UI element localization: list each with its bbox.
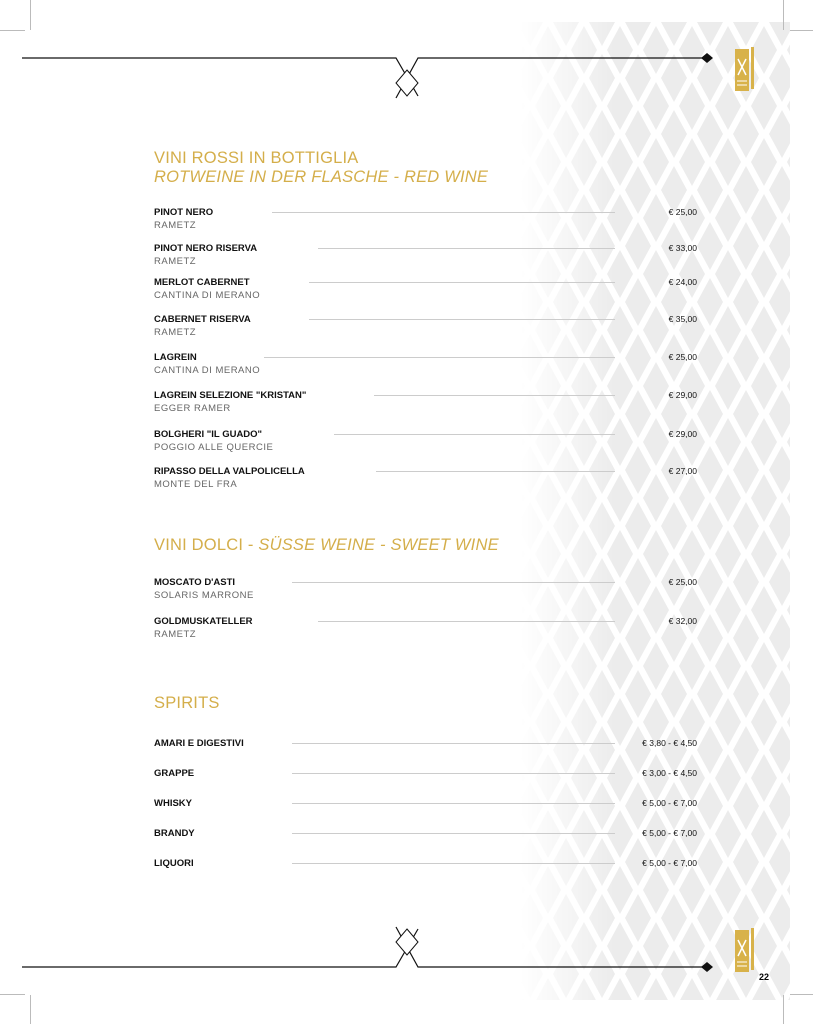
item-price: € 5,00 - € 7,00 [642,828,697,838]
leader-line [292,833,615,834]
item-name: LAGREIN SELEZIONE "KRISTAN" [154,390,307,401]
menu-item [154,352,697,380]
leader-line [376,471,615,472]
item-producer: RAMETZ [154,327,197,338]
item-producer: RAMETZ [154,220,197,231]
item-producer: CANTINA DI MERANO [154,290,261,301]
item-price: € 33,00 [668,243,697,253]
section-heading-red-wine [154,149,488,187]
item-producer: RAMETZ [154,256,197,267]
leader-line [292,582,615,583]
crop-mark [30,995,31,1024]
item-price: € 3,80 - € 4,50 [642,738,697,748]
menu-item [154,390,697,418]
item-price: € 25,00 [668,352,697,362]
leader-line [318,248,615,249]
leader-line [374,395,615,396]
item-name: LAGREIN [154,352,197,363]
item-producer: SOLARIS MARRONE [154,590,254,601]
item-producer: MONTE DEL FRA [154,479,238,490]
section-heading-sweet-wine [154,536,499,555]
item-producer: CANTINA DI MERANO [154,365,261,376]
crop-mark [790,30,813,31]
leader-line [334,434,615,435]
item-price: € 24,00 [668,277,697,287]
item-producer: EGGER RAMER [154,403,231,414]
item-price: € 35,00 [668,314,697,324]
item-name: BRANDY [154,828,195,839]
item-price: € 27,00 [668,466,697,476]
item-name: MOSCATO D'ASTI [154,577,236,588]
menu-item [154,277,697,305]
item-price: € 25,00 [668,577,697,587]
crop-mark [30,0,31,30]
page-number: 22 [759,972,770,982]
menu-item [154,616,697,644]
item-producer: RAMETZ [154,629,197,640]
section-heading-spirits [154,694,220,713]
leader-line [264,357,615,358]
leader-line [309,319,615,320]
heading-title: VINI ROSSI IN BOTTIGLIA [154,149,359,167]
item-name: CABERNET RISERVA [154,314,251,325]
item-price: € 29,00 [668,429,697,439]
bottom-ornament-divider [0,925,813,985]
menu-item [154,429,697,457]
leader-line [292,773,615,774]
menu-item [154,243,697,271]
item-name: GOLDMUSKATELLER [154,616,253,627]
menu-item [154,466,697,494]
leader-line [318,621,615,622]
item-name: AMARI E DIGESTIVI [154,738,244,749]
menu-item [154,798,697,826]
menu-item [154,207,697,235]
leader-line [272,212,615,213]
crop-mark [0,30,25,31]
leader-line [292,803,615,804]
heading-title: SPIRITS [154,694,220,712]
item-name: PINOT NERO [154,207,214,218]
menu-item [154,768,697,796]
item-price: € 3,00 - € 4,50 [642,768,697,778]
heading-subtitle: ROTWEINE IN DER FLASCHE - RED WINE [154,168,489,186]
item-name: MERLOT CABERNET [154,277,250,288]
item-price: € 25,00 [668,207,697,217]
item-price: € 5,00 - € 7,00 [642,798,697,808]
crop-mark [790,994,813,995]
logo-emblem-icon [733,926,757,974]
item-price: € 32,00 [668,616,697,626]
leader-line [292,743,615,744]
menu-item [154,314,697,342]
item-name: LIQUORI [154,858,194,869]
leader-line [309,282,615,283]
leader-line [292,863,615,864]
item-name: WHISKY [154,798,192,809]
item-name: PINOT NERO RISERVA [154,243,258,254]
item-price: € 5,00 - € 7,00 [642,858,697,868]
crop-mark [783,0,784,30]
item-producer: POGGIO ALLE QUERCIE [154,442,274,453]
item-name: BOLGHERI "IL GUADO" [154,429,263,440]
heading-title: VINI DOLCI - [154,536,259,554]
menu-item [154,828,697,856]
item-name: RIPASSO DELLA VALPOLICELLA [154,466,305,477]
crop-mark [0,994,25,995]
logo-emblem-icon [733,45,757,93]
crop-mark [783,995,784,1024]
menu-item [154,577,697,605]
top-ornament-divider [0,40,813,100]
menu-item [154,738,697,766]
item-name: GRAPPE [154,768,195,779]
item-price: € 29,00 [668,390,697,400]
menu-item [154,858,697,886]
heading-subtitle: SÜSSE WEINE - SWEET WINE [258,536,499,554]
